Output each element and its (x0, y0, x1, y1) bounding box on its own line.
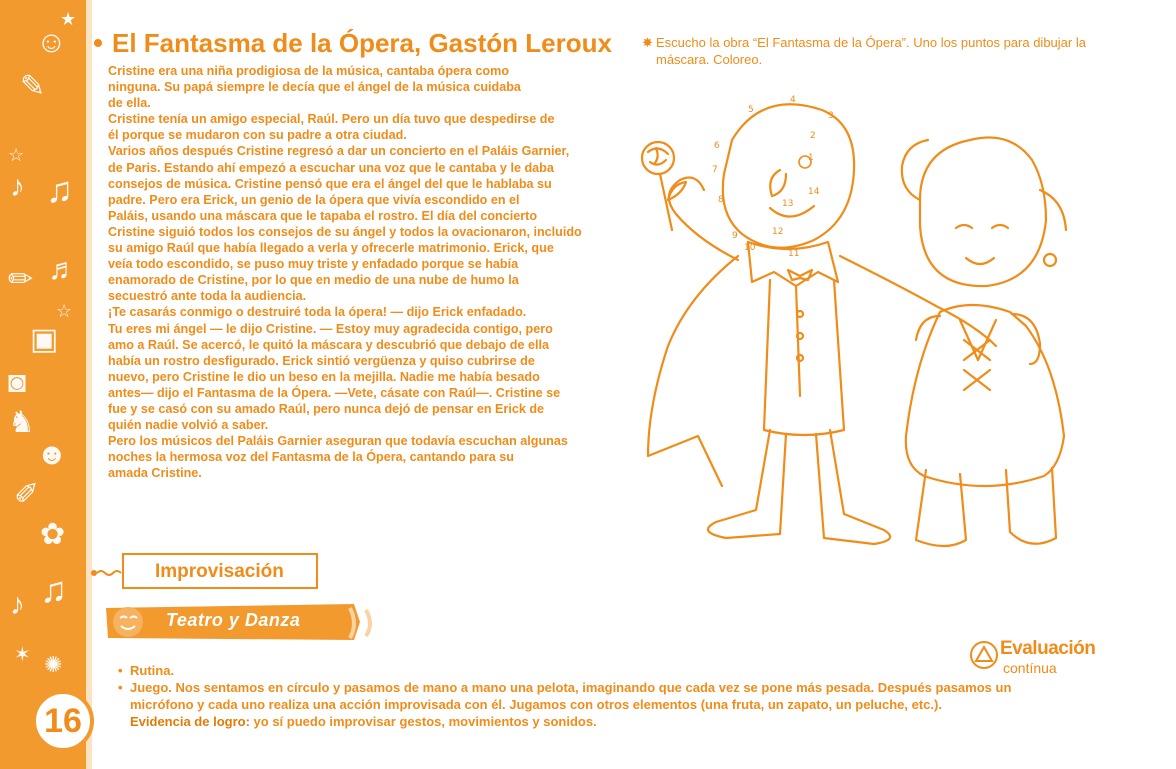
activity-text: Escucho la obra “El Fantasma de la Ópera”. Uno los puntos para dibujar la máscara. Coloreo. (656, 35, 1086, 67)
story-line: había un rostro desfigurado. Erick sintió vergüenza y quiso cubrirse de (108, 353, 535, 368)
star-icon: ★ (60, 9, 77, 29)
ballet-shoe-icon: ♞ (8, 406, 35, 439)
story-line: fue y se casó con su amado Raúl, pero nunca dejó de pensar en Erick de (108, 401, 545, 416)
story-title (90, 28, 612, 59)
dot-number: 5 (748, 105, 754, 115)
step-item (118, 679, 1098, 696)
dot-number: 12 (772, 227, 784, 237)
dot-number: 8 (718, 195, 724, 205)
story-line: nuevo, pero Cristine le dio un beso en la mejilla. Nadie me había besado (108, 369, 540, 384)
story-line: amo a Raúl. Se acercó, le quitó la máscara y descubrió que debajo de ella (108, 337, 549, 352)
pencil-icon: ✏ (8, 263, 34, 296)
evidencia-label: Evidencia de logro: (130, 714, 250, 729)
theater-mask-icon: ☻ (36, 438, 68, 471)
dot-number: 7 (712, 165, 718, 175)
teatro-danza-label: Teatro y Danza (166, 610, 301, 630)
story-line: veía todo escondido, se puso muy triste y enfadado porque se había (108, 257, 519, 272)
activity-steps (118, 662, 1098, 730)
evaluacion-subtitle: contínua (1003, 660, 1057, 676)
camera-icon: ◙ (8, 366, 27, 399)
page-number: 16 (32, 690, 94, 752)
violin-icon: ♫ (46, 169, 73, 210)
dot-number: 1 (808, 153, 814, 163)
star-bullet-icon: ✸ (642, 35, 653, 50)
star-icon: ☆ (56, 301, 73, 321)
story-line: ¡Te casarás conmigo o destruiré toda la ópera! — dijo Erick enfadado. (108, 305, 527, 320)
star-icon: ☆ (8, 145, 25, 165)
bullet-icon: • (118, 663, 123, 678)
step-continuation: micrófono y cada uno realiza una acción improvisada con él. Jugamos con otros elementos (una fruta, un zapato, un peluche, etc.). (130, 697, 942, 712)
rope-connector (90, 568, 124, 578)
story-line: Cristine siguió todos los consejos de su ángel y todos la ovacionaron, incluido (108, 224, 582, 239)
improvisacion-label: Improvisación (155, 561, 284, 582)
story-text (108, 63, 613, 481)
evaluacion-title: Evaluación (1000, 638, 1096, 659)
phantom-figure (648, 104, 996, 544)
story-line: enamorado de Cristine, por lo que en medio de una nube de humo la (108, 273, 519, 288)
story-line: consejos de música. Cristine pensó que era el ángel del que le hablaba su (108, 176, 552, 191)
dot-number: 14 (808, 187, 820, 197)
dot-number: 13 (782, 199, 794, 209)
violin-icon: ♫ (40, 569, 67, 610)
camera-icon: ▣ (30, 323, 59, 356)
story-line: amada Cristine. (108, 466, 202, 481)
evidencia-text: yo sí puedo improvisar gestos, movimientos y sonidos. (249, 714, 597, 729)
step-text: Juego. Nos sentamos en círculo y pasamos de mano a mano una pelota, imaginando que cada vez se pone más pesada. Después pasamos un (130, 680, 1012, 695)
story-line: su amigo Raúl que había llegado a verla y ofrecerle matrimonio. Erick, que (108, 241, 554, 256)
dot-number: 3 (828, 111, 834, 121)
story-line: Tu eres mi ángel — le dijo Cristine. — Estoy muy agradecida contigo, pero (108, 321, 553, 336)
story-line: Cristine era una niña prodigiosa de la música, cantaba ópera como (108, 64, 510, 78)
sun-icon: ✺ (44, 652, 63, 677)
activity-instruction (640, 34, 1100, 68)
phantom-and-cristine-illustration (620, 90, 1090, 560)
brush-icon: ✐ (14, 478, 40, 511)
story-line: ninguna. Su papá siempre le decía que el ángel de la música cuidaba (108, 80, 521, 95)
palette-icon: ✿ (40, 518, 66, 551)
music-note-icon: ♪ (10, 170, 25, 203)
dot-number: 4 (790, 95, 796, 105)
cristine-figure (902, 138, 1066, 547)
step-text: Rutina. (130, 663, 175, 678)
story-line: de ella. (108, 96, 151, 111)
story-line: Varios años después Cristine regresó a dar un concierto en el Paláis Garnier, (108, 144, 570, 159)
story-line: noches la hermosa voz del Fantasma de la Ópera, cantando para su (108, 450, 514, 465)
bullet-icon: • (118, 680, 123, 695)
dot-number: 11 (788, 249, 800, 259)
dot-number: 10 (744, 243, 756, 253)
dot-number: 6 (714, 141, 720, 151)
story-line: Paláis, usando una máscara que le tapaba el rostro. El día del concierto (108, 208, 538, 223)
story-line: él porque se mudaron con su padre a otra ciudad. (108, 128, 407, 143)
story-line: Pero los músicos del Paláis Garnier aseguran que todavía escuchan algunas (108, 434, 568, 449)
strip-edge (86, 0, 92, 769)
story-line: antes— dijo el Fantasma de la Ópera. —Vete, cásate con Raúl—. Cristine se (108, 385, 561, 400)
music-note-icon: ♪ (10, 588, 25, 621)
evidencia-line (118, 713, 1098, 730)
music-note-icon: ♬ (48, 253, 78, 286)
story-title-text: El Fantasma de la Ópera, Gastón Leroux (112, 28, 612, 58)
story-line: secuestró ante toda la audiencia. (108, 289, 307, 304)
dot-number: 2 (810, 131, 816, 141)
theater-mask-icon: ☺ (36, 26, 67, 59)
story-line: quién nadie volvió a saber. (108, 418, 269, 433)
dot-number: 9 (732, 231, 738, 241)
story-line: de Paris. Estando ahí empezó a escuchar una voz que le cantaba y le daba (108, 160, 554, 175)
story-line: padre. Pero era Erick, un genio de la ópera que vivía escondido en el (108, 192, 520, 207)
step-item (118, 662, 1098, 679)
palette-icon: ✎ (20, 70, 46, 103)
title-bullet (94, 39, 102, 47)
star-icon: ✶ (14, 644, 31, 666)
story-line: Cristine tenía un amigo especial, Raúl. Pero un día tuvo que despedirse de (108, 112, 555, 127)
